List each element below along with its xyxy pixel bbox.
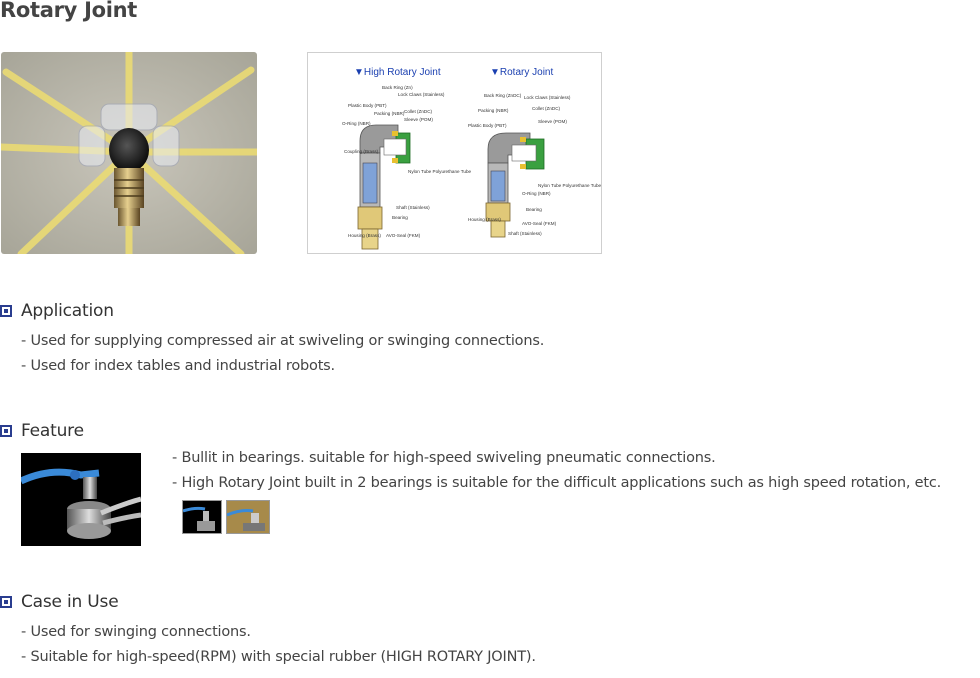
application-line: - Used for supplying compressed air at swiveling or swinging connections. <box>21 333 545 349</box>
product-photo <box>1 52 257 254</box>
diagram-left-title: ▼High Rotary Joint <box>354 67 441 78</box>
section-application <box>0 301 114 321</box>
diagram-label: Plastic Body (PBT) <box>468 123 507 128</box>
diagram-label: Housing (Brass) <box>468 217 501 222</box>
diagram-label: Nylon Tube Polyurethane Tube <box>408 169 472 174</box>
diagram-label: Lock Claws (Stainless) <box>398 92 445 97</box>
section-title: Application <box>21 301 114 321</box>
high-rotary-joint-drawing <box>358 125 410 249</box>
feature-photo <box>21 453 141 546</box>
diagram-label: O-Ring (NBR) <box>522 191 551 196</box>
diagram-label: Sleeve (POM) <box>404 117 433 122</box>
case-line: - Used for swinging connections. <box>21 624 251 640</box>
application-line: - Used for index tables and industrial robots. <box>21 358 335 374</box>
diagram-label: Packing (NBR) <box>478 108 509 113</box>
diagram-label: Bearing <box>526 207 542 212</box>
square-bullet-icon <box>0 596 12 608</box>
cross-section-diagram <box>307 52 602 254</box>
diagram-label: AVO-Seal (FKM) <box>386 233 421 238</box>
feature-line: - High Rotary Joint built in 2 bearings is suitable for the difficult applications such as high speed rotation, etc. <box>172 475 942 491</box>
diagram-label: Collet (ZnDC) <box>532 106 561 111</box>
diagram-label: Collet (ZnDC) <box>404 109 433 114</box>
diagram-label: Shaft (Stainless) <box>508 231 542 236</box>
diagram-label: Sleeve (POM) <box>538 119 567 124</box>
diagram-right-title: ▼Rotary Joint <box>490 67 554 78</box>
section-title: Case in Use <box>21 592 119 612</box>
diagram-label: Housing (Brass) <box>348 233 381 238</box>
feature-thumbnail-2[interactable] <box>226 500 270 534</box>
diagram-label: Back Ring (Zn) <box>382 85 413 90</box>
diagram-label: Back Ring (ZnDC) <box>484 93 522 98</box>
square-bullet-icon <box>0 305 12 317</box>
diagram-label: Plastic Body (PBT) <box>348 103 387 108</box>
diagram-label: AVO-Seal (FKM) <box>522 221 557 226</box>
feature-line: - Bullit in bearings. suitable for high-speed swiveling pneumatic connections. <box>172 450 716 466</box>
page-title: Rotary Joint <box>0 0 137 22</box>
case-line: - Suitable for high-speed(RPM) with special rubber (HIGH ROTARY JOINT). <box>21 649 536 665</box>
section-feature <box>0 421 84 441</box>
diagram-label: Packing (NBR) <box>374 111 405 116</box>
diagram-label: Nylon Tube Polyurethane Tube <box>538 183 602 188</box>
diagram-label: Shaft (Stainless) <box>396 205 430 210</box>
diagram-label: Coupling (Brass) <box>344 149 379 154</box>
feature-thumbnail-1[interactable] <box>182 500 222 534</box>
section-title: Feature <box>21 421 84 441</box>
square-bullet-icon <box>0 425 12 437</box>
section-case-in-use <box>0 592 118 612</box>
diagram-label: Bearing <box>392 215 408 220</box>
diagram-label: Lock Claws (Stainless) <box>524 95 571 100</box>
diagram-label: O-Ring (NBR) <box>342 121 371 126</box>
